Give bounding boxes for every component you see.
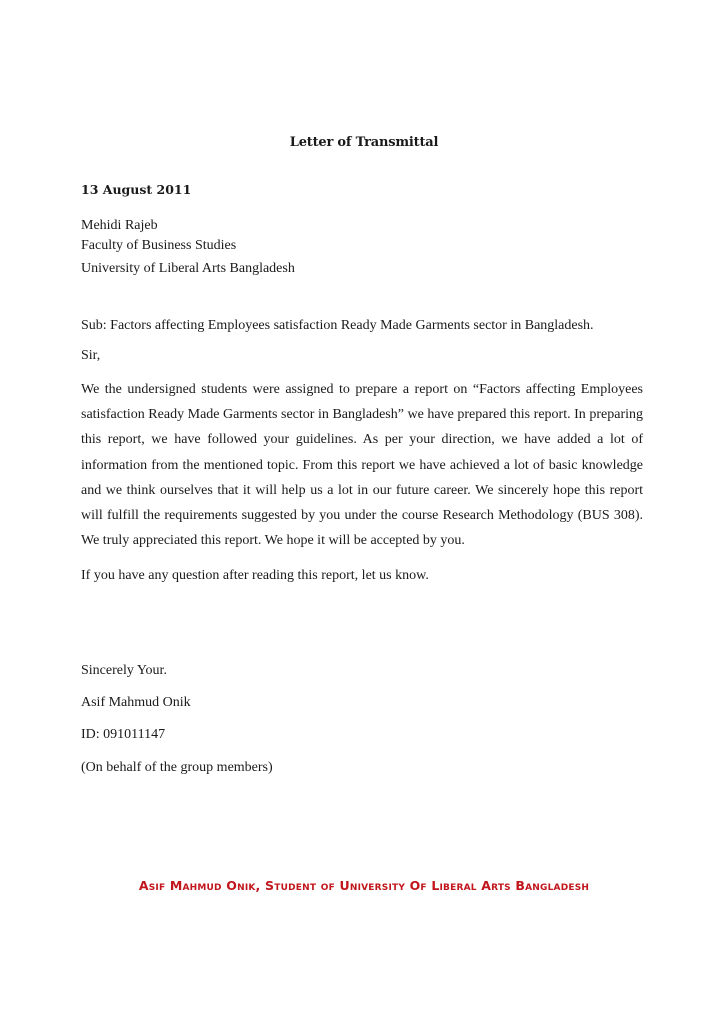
letter-title: Letter of Transmittal — [289, 135, 439, 150]
sender-name: Asif Mahmud Onik — [81, 695, 191, 710]
letter-salutation: Sir, — [81, 348, 101, 363]
sender-id: ID: 091011147 — [81, 727, 166, 742]
recipient-university: University of Liberal Arts Bangladesh — [81, 261, 295, 276]
letter-signoff: Sincerely Your. — [81, 663, 167, 678]
recipient-name: Mehidi Rajeb — [81, 218, 158, 233]
closing-question: If you have any question after reading this report, let us know. — [81, 568, 429, 583]
recipient-faculty: Faculty of Business Studies — [81, 238, 237, 253]
letter-body: We the undersigned students were assigned to prepare a report on “Factors affecting Employees satisfaction Ready Made Garments sector in Bangladesh” we have prepared this report. In preparing this report, we have followed your guidelines. As per your direction, we have added a lot of information from the mentioned topic. From this report we have achieved a lot of basic knowledge and we think ourselves that it will help us a lot in our future career. We sincerely hope this report will fulfill the requirements suggested by you under the course Research Methodology (BUS 308). We truly appreciated this report. We hope it will be accepted by you. — [81, 382, 643, 549]
on-behalf-note: (On behalf of the group members) — [81, 760, 273, 775]
letter-subject: Sub: Factors affecting Employees satisfaction Ready Made Garments sector in Bangladesh. — [81, 318, 594, 333]
page-footer: Asif Mahmud Onik, Student of University Of Liberal Arts Bangladesh — [138, 878, 590, 893]
letter-date: 13 August 2011 — [81, 182, 192, 197]
